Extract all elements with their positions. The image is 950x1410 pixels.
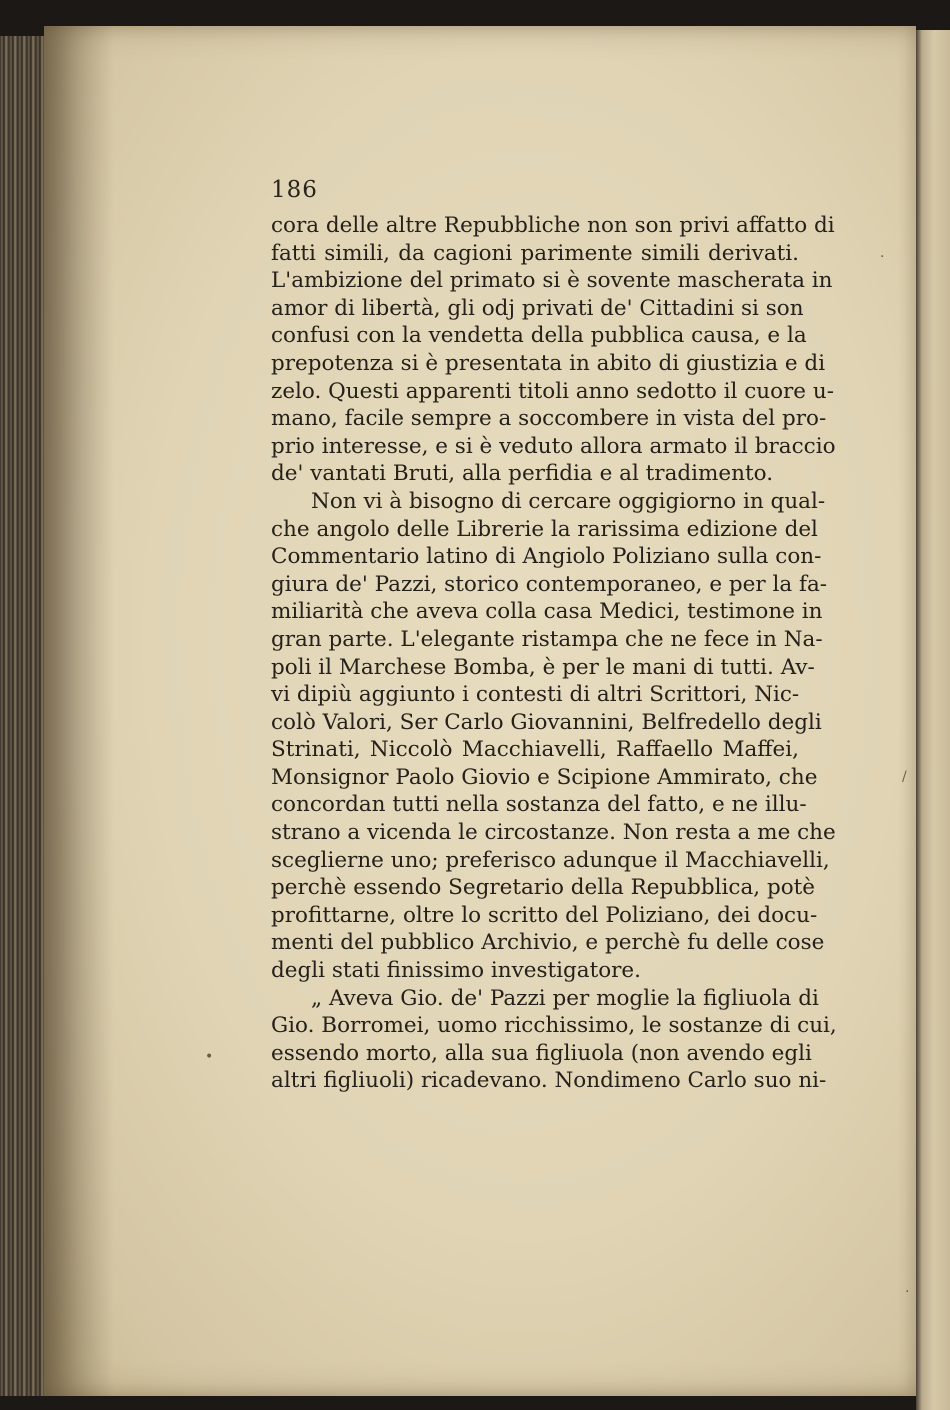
paper-speck: · [880,249,885,265]
text-line: zelo. Questi apparenti titoli anno sedotto il cuore u- [271,378,834,404]
text-line: giura de' Pazzi, storico contemporaneo, e per la fa- [271,571,828,597]
text-line: „ Aveva Gio. de' Pazzi per moglie la figliuola di [311,985,819,1011]
text-line: prio interesse, e si è veduto allora armato il braccio [271,433,836,459]
paper-speck: / [902,769,907,785]
text-line: Gio. Borromei, uomo ricchissimo, le sostanze di cui, [271,1013,837,1039]
text-line: amor di libertà, gli odj privati de' Cittadini si son [271,295,804,321]
text-line: concordan tutti nella sostanza del fatto, e ne illu- [271,792,807,818]
text-line: menti del pubblico Archivio, e perchè fu delle cose [271,930,825,956]
text-line: L'ambizione del primato si è sovente mascherata in [271,268,833,294]
text-line: perchè essendo Segretario della Repubblica, potè [271,875,816,901]
text-line: colò Valori, Ser Carlo Giovannini, Belfredello degli [271,709,822,735]
text-line: miliarità che aveva colla casa Medici, testimone in [271,599,823,625]
text-line: Non vi à bisogno di cercare oggigiorno in qual- [311,488,826,514]
text-line: che angolo delle Librerie la rarissima edizione del [271,516,818,542]
text-line: gran parte. L'elegante ristampa che ne fece in Na- [271,626,823,652]
text-line: Strinati, Niccolò Macchiavelli, Raffaello Maffei, [271,737,799,763]
facing-page-edge [916,30,950,1410]
text-line: altri figliuoli) ricadevano. Nondimeno Carlo suo ni- [271,1068,827,1094]
body-text [271,212,837,1095]
text-line: mano, facile sempre a soccombere in vista del pro- [271,406,827,432]
text-line: de' vantati Bruti, alla perfidia e al tradimento. [271,461,774,487]
paper-speck: • [205,1049,214,1065]
text-line: essendo morto, alla sua figliuola (non avendo egli [271,1040,812,1066]
page-number: 186 [271,177,318,203]
text-line: vi dipiù aggiunto i contesti di altri Scrittori, Nic- [271,682,800,708]
text-line: strano a vicenda le circostanze. Non resta a me che [271,820,836,846]
text-line: cora delle altre Repubbliche non son privi affatto di [271,213,835,238]
text-line: Commentario latino di Angiolo Poliziano sulla con- [271,544,822,570]
text-line: poli il Marchese Bomba, è per le mani di tutti. Av- [271,654,815,680]
gutter-shadow [44,26,114,1396]
text-line: Monsignor Paolo Giovio e Scipione Ammirato, che [271,764,818,790]
text-line: fatti simili, da cagioni parimente simili derivati. [271,240,799,266]
text-line: confusi con la vendetta della pubblica causa, e la [271,323,807,349]
text-line: sceglierne uno; preferisco adunque il Macchiavelli, [271,847,830,873]
text-line: profittarne, oltre lo scritto del Poliziano, dei docu- [271,902,818,928]
text-line: prepotenza si è presentata in abito di giustizia e di [271,350,826,376]
text-line: degli stati finissimo investigatore. [271,958,641,984]
paper-speck: · [905,1284,910,1300]
